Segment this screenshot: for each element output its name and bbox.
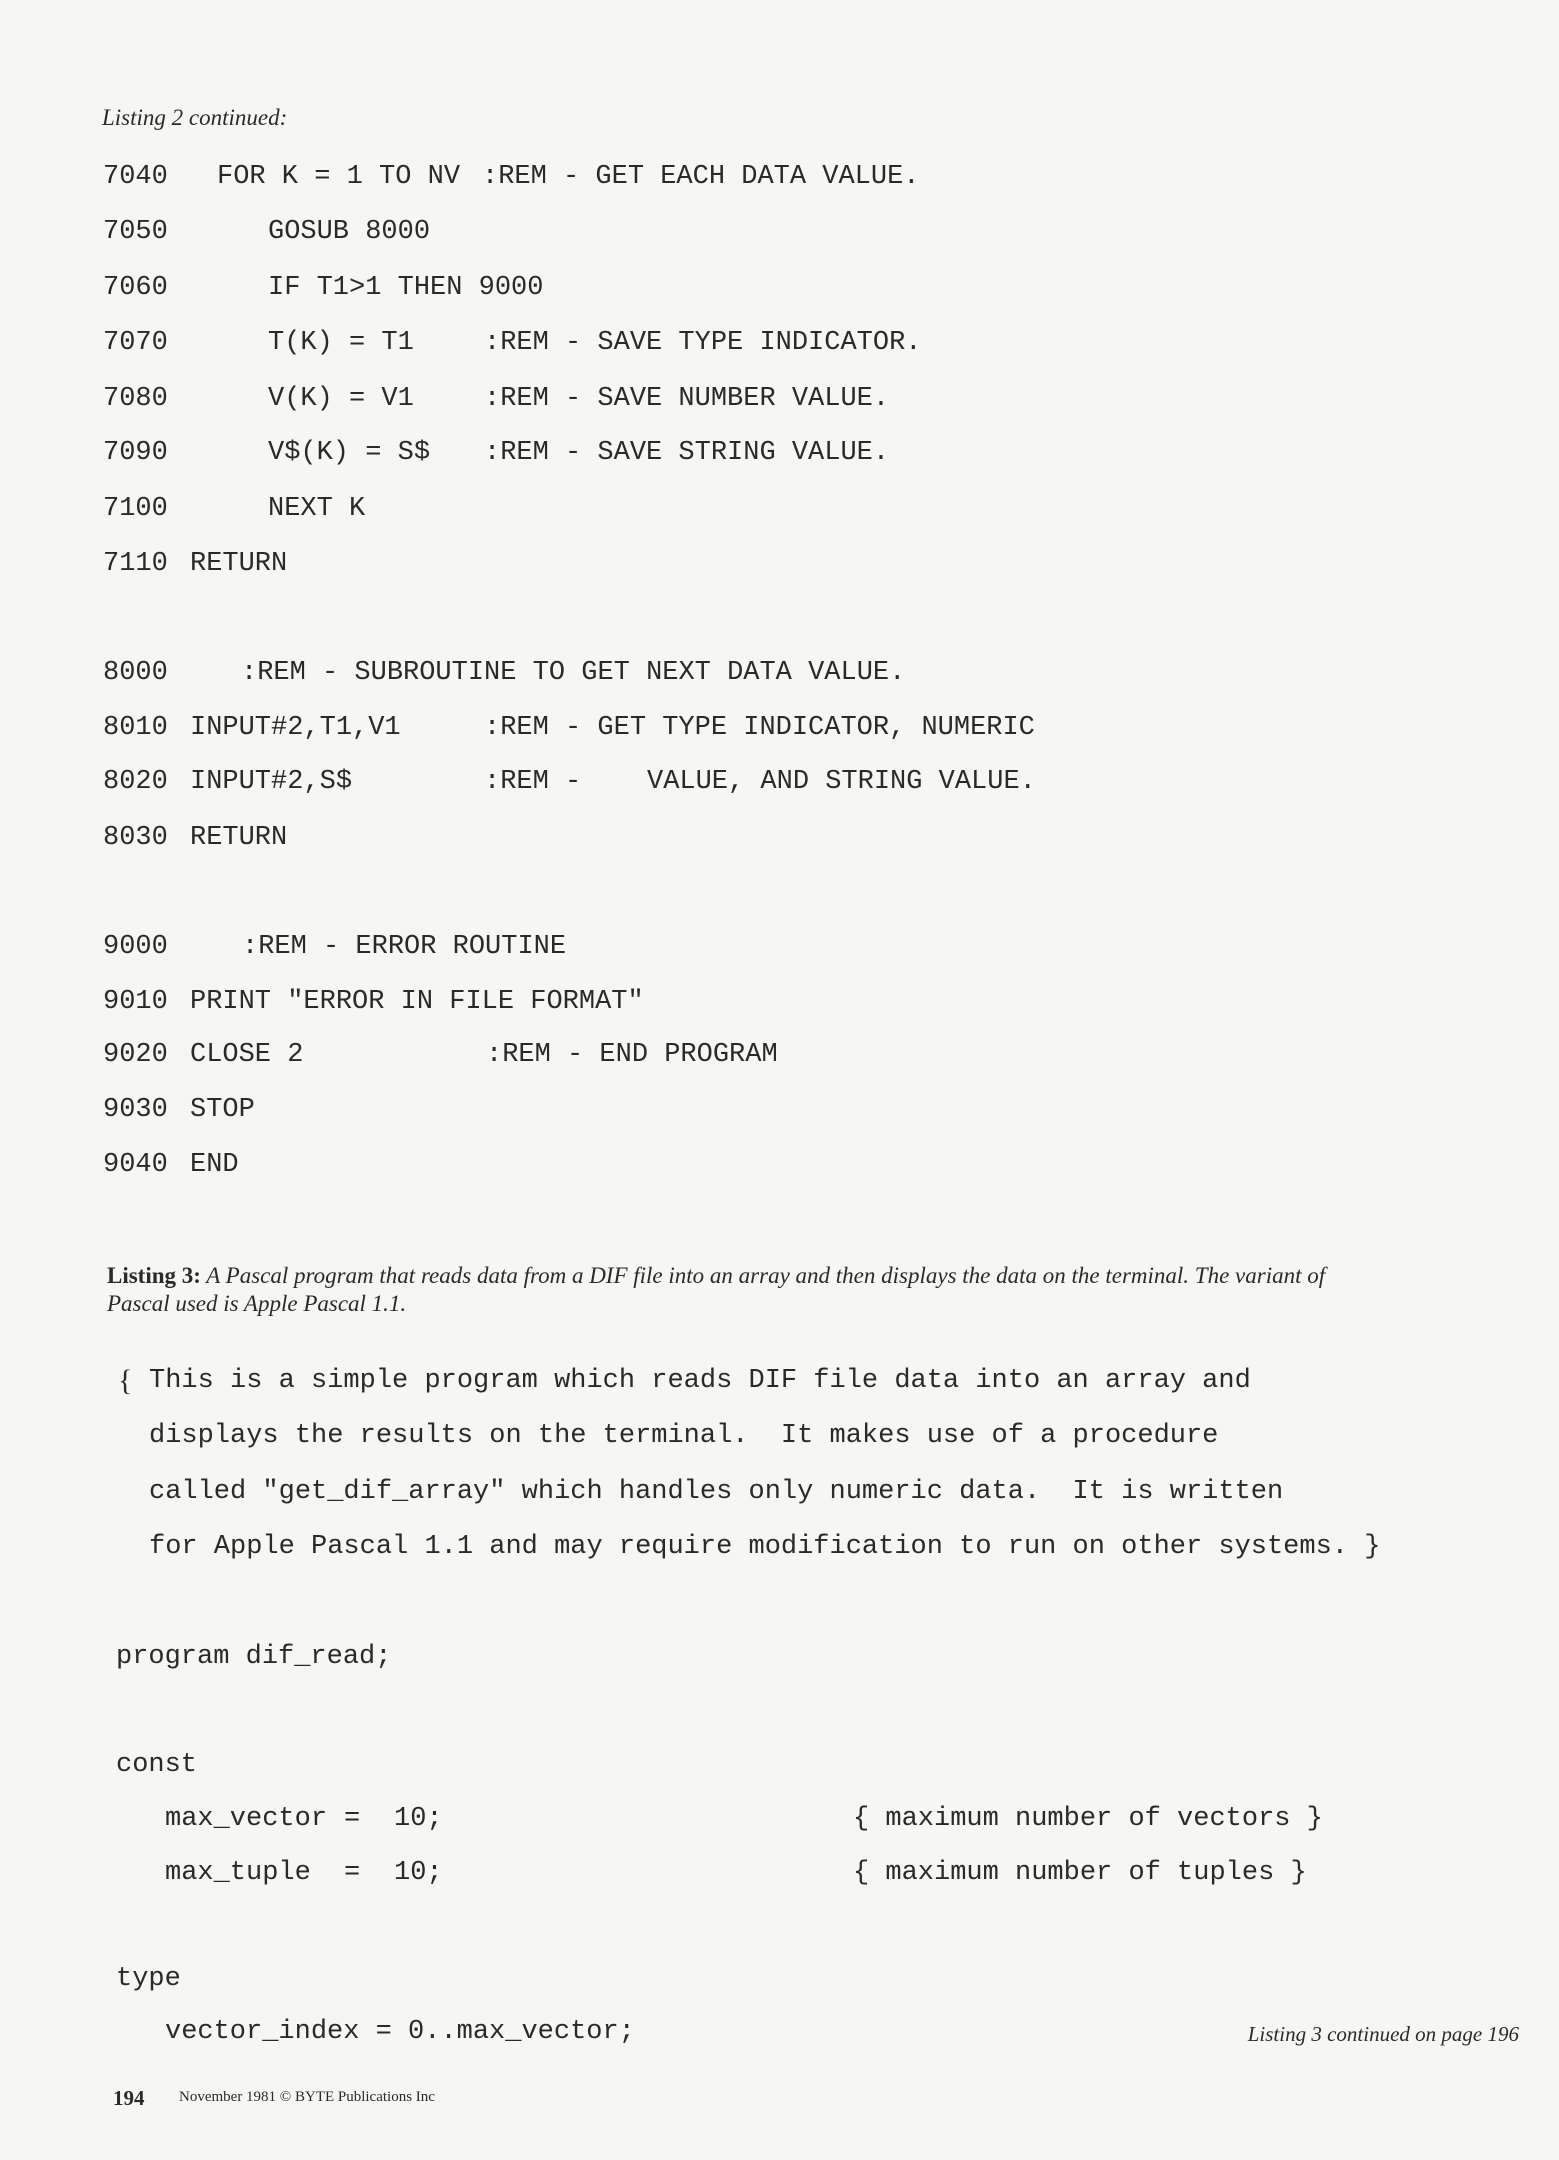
line-number: 8000 — [103, 658, 168, 688]
comment-line: displays the results on the terminal. It makes use of a procedure — [149, 1421, 1219, 1451]
line-number: 9000 — [103, 932, 168, 962]
remark: :REM - — [484, 767, 582, 797]
line-number: 9020 — [103, 1040, 168, 1070]
remark: :REM - GET TYPE INDICATOR, NUMERIC — [484, 713, 1035, 743]
code: PRINT "ERROR IN FILE FORMAT" — [190, 987, 644, 1017]
const-value: 10; — [394, 1858, 443, 1888]
const-name: max_vector — [165, 1804, 328, 1834]
comment-line: called "get_dif_array" which handles only numeric data. It is written — [149, 1477, 1284, 1507]
code: GOSUB 8000 — [268, 217, 431, 247]
code: T(K) = T1 — [268, 328, 414, 358]
type-declaration: vector_index = 0..max_vector; — [165, 2017, 635, 2047]
comment-line: for Apple Pascal 1.1 and may require modification to run on other systems. } — [149, 1532, 1381, 1562]
code: INPUT#2,S$ — [190, 767, 353, 797]
code: IF T1>1 THEN 9000 — [268, 273, 544, 303]
program-line: program dif_read; — [116, 1642, 392, 1672]
remark: :REM - SAVE STRING VALUE. — [484, 438, 890, 468]
code: :REM - ERROR ROUTINE — [242, 932, 567, 962]
continued-note: Listing 3 continued on page 196 — [1247, 2022, 1519, 2046]
code: FOR K = 1 TO NV — [217, 162, 461, 192]
remark-continued: VALUE, AND STRING VALUE. — [647, 767, 1036, 797]
code: STOP — [190, 1095, 255, 1125]
const-keyword: const — [116, 1750, 198, 1780]
listing2-caption: Listing 2 continued: — [102, 105, 288, 130]
caption-label: Listing 3: — [107, 1263, 201, 1288]
line-number: 9040 — [103, 1150, 168, 1180]
code: RETURN — [190, 549, 288, 579]
line-number: 7080 — [103, 384, 168, 414]
code: RETURN — [190, 823, 288, 853]
line-number: 9010 — [103, 987, 168, 1017]
code: END — [190, 1150, 239, 1180]
line-number: 7090 — [103, 438, 168, 468]
remark: :REM - SAVE TYPE INDICATOR. — [484, 328, 922, 358]
line-number: 8010 — [103, 713, 168, 743]
const-eq: = — [344, 1858, 361, 1888]
const-comment: { maximum number of vectors } — [853, 1804, 1323, 1834]
line-number: 8020 — [103, 767, 168, 797]
footer-credit: November 1981 © BYTE Publications Inc — [179, 2089, 435, 2105]
remark: :REM - GET EACH DATA VALUE. — [482, 162, 920, 192]
type-keyword: type — [116, 1964, 181, 1994]
line-number: 8030 — [103, 823, 168, 853]
line-number: 7040 — [103, 162, 168, 192]
const-value: 10; — [394, 1804, 443, 1834]
page-number: 194 — [113, 2086, 145, 2110]
brace-open: { — [118, 1364, 133, 1397]
line-number: 9030 — [103, 1095, 168, 1125]
code: V$(K) = S$ — [268, 438, 431, 468]
caption-text-2: Pascal used is Apple Pascal 1.1. — [107, 1291, 407, 1316]
line-number: 7100 — [103, 494, 168, 524]
line-number: 7110 — [103, 549, 168, 579]
code: V(K) = V1 — [268, 384, 414, 414]
const-eq: = — [344, 1804, 361, 1834]
const-name: max_tuple — [165, 1858, 311, 1888]
caption-text: A Pascal program that reads data from a DIF file into an array and then displays the data on the terminal. The variant of — [206, 1263, 1326, 1288]
code: CLOSE 2 — [190, 1040, 304, 1070]
line-number: 7050 — [103, 217, 168, 247]
const-comment: { maximum number of tuples } — [853, 1858, 1307, 1888]
line-number: 7070 — [103, 328, 168, 358]
code: :REM - SUBROUTINE TO GET NEXT DATA VALUE. — [241, 658, 906, 688]
remark: :REM - SAVE NUMBER VALUE. — [484, 384, 890, 414]
comment-line: This is a simple program which reads DIF file data into an array and — [149, 1366, 1251, 1396]
code: NEXT K — [268, 494, 366, 524]
code: INPUT#2,T1,V1 — [190, 713, 401, 743]
remark: :REM - END PROGRAM — [486, 1040, 778, 1070]
line-number: 7060 — [103, 273, 168, 303]
